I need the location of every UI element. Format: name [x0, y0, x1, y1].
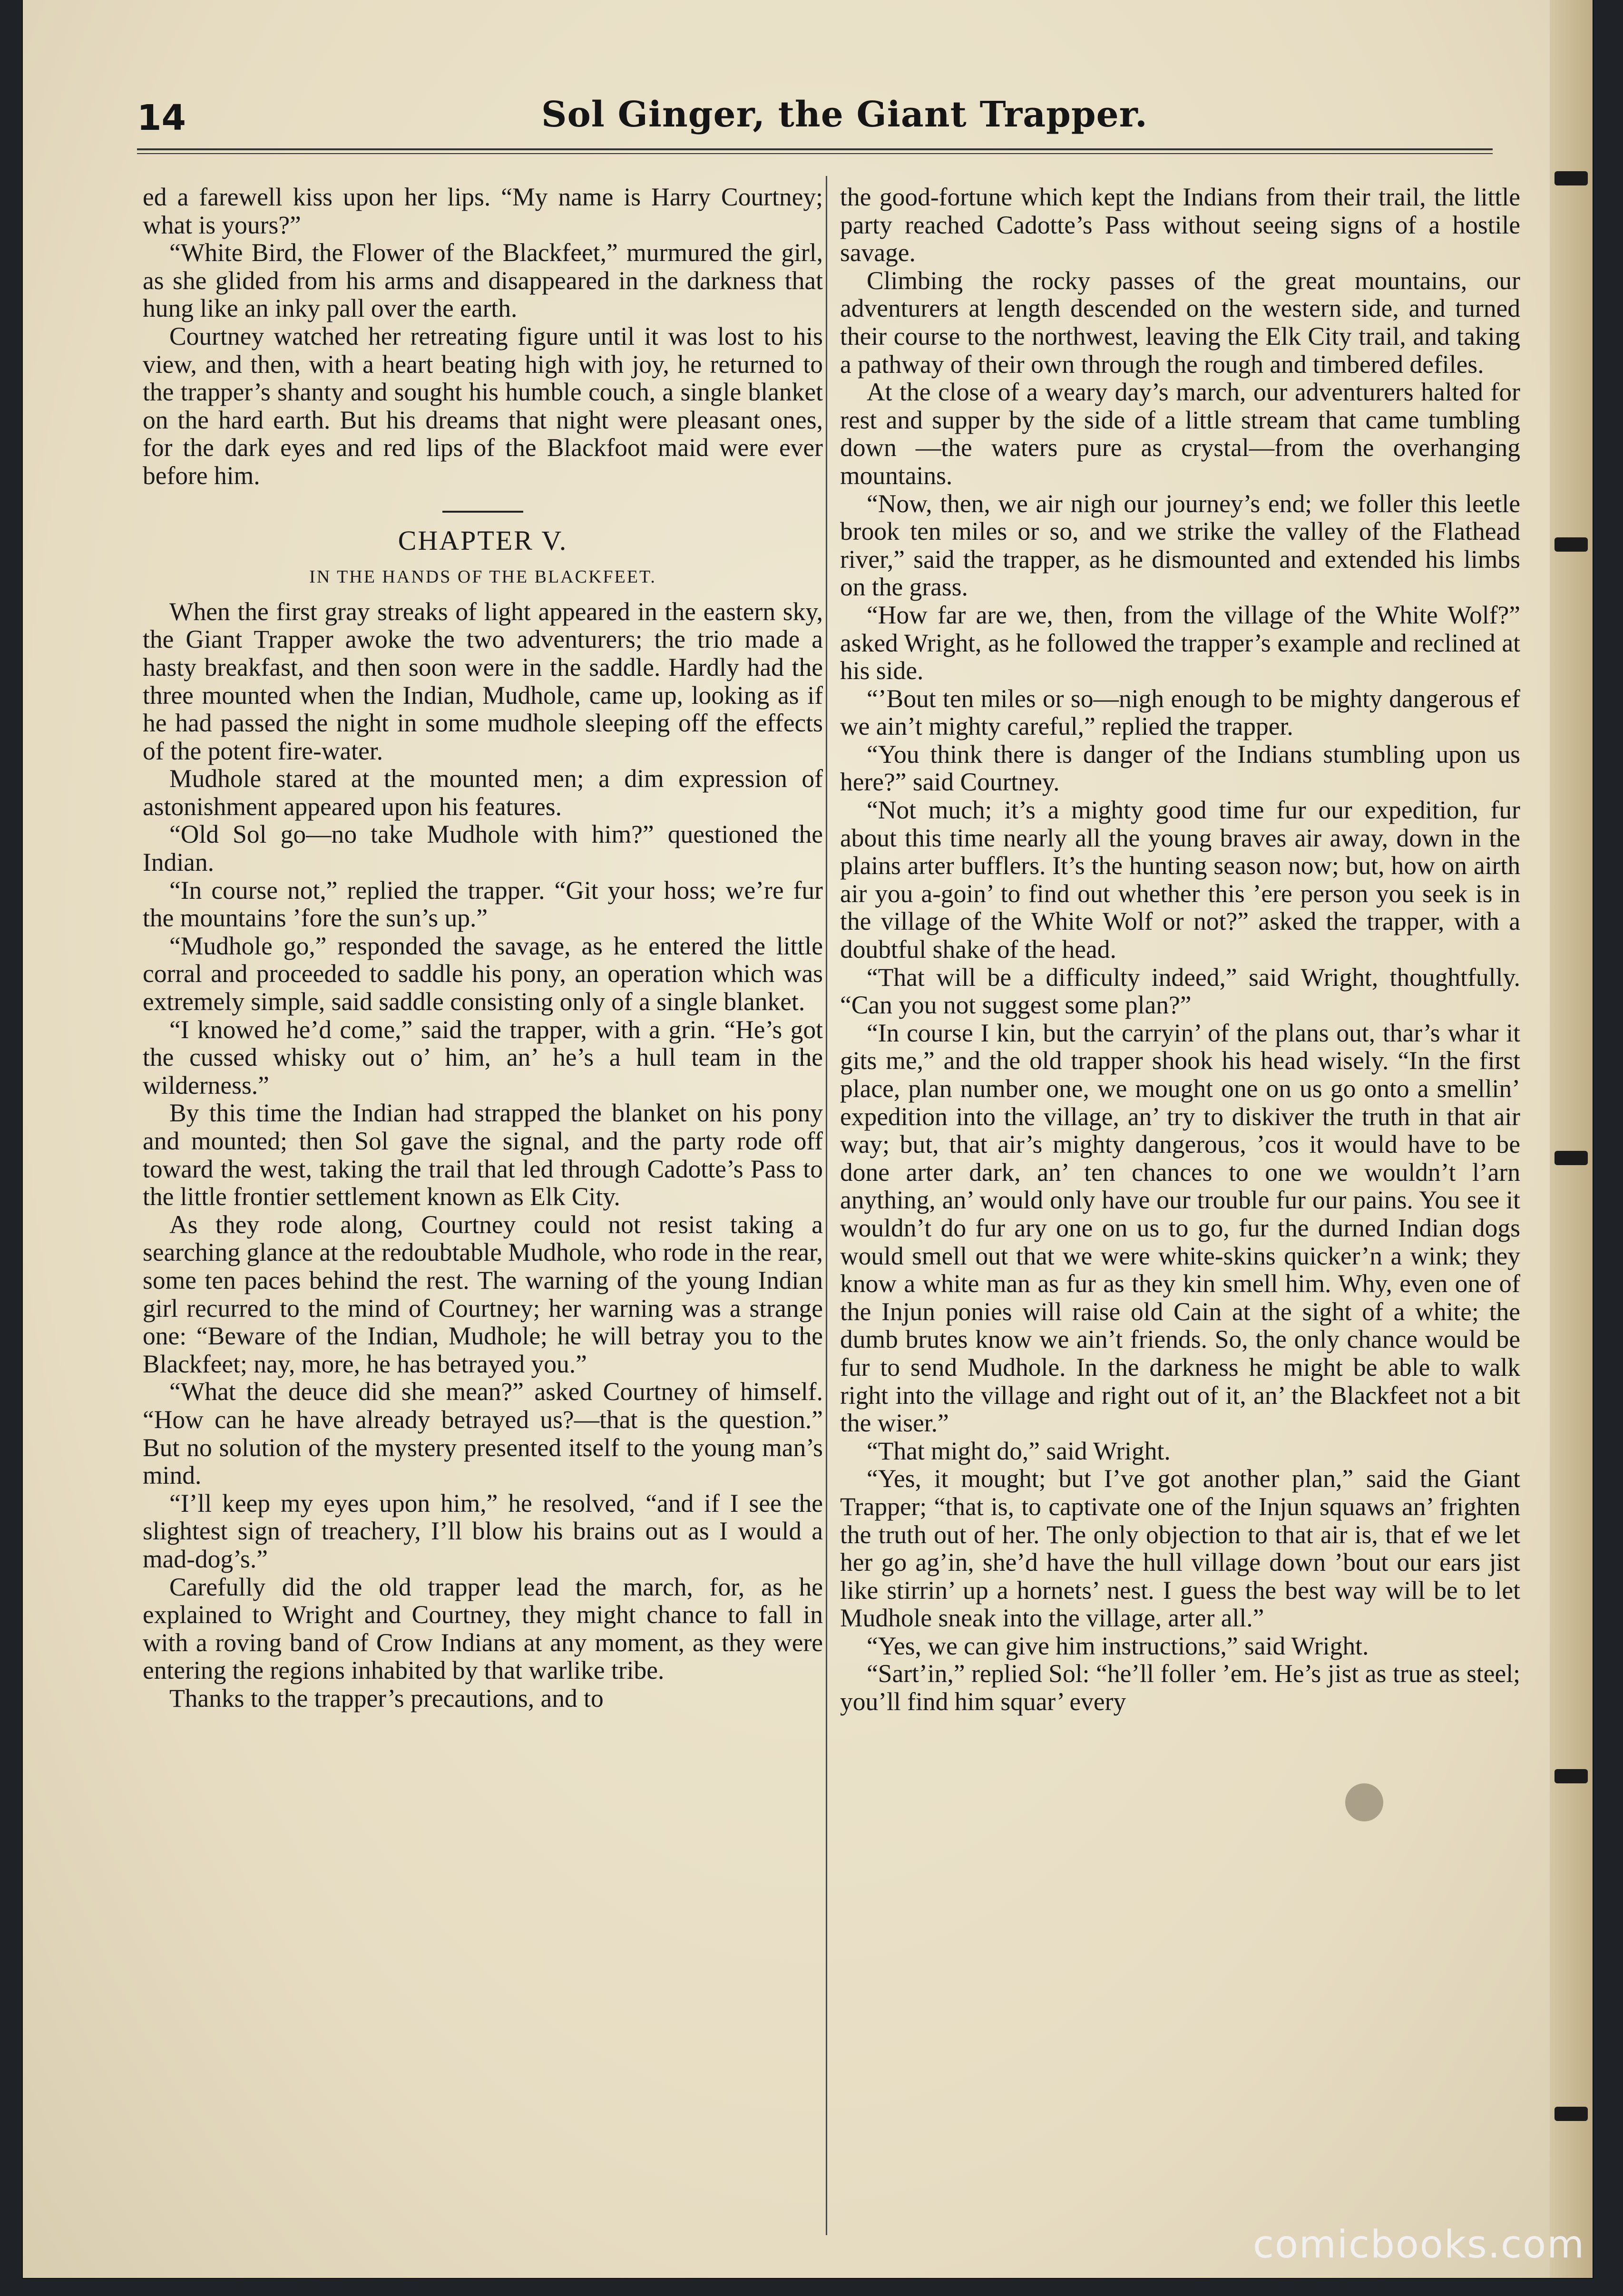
- paragraph: As they rode along, Courtney could not resist taking a searching glance at the redoubtable Mudhole, who rode in the rear, some ten paces behind the rest. The warning of the young Indian girl recurred to the mind of Courtney; her warning was a strange one: “Beware of the Indian, Mudhole; he will betray you to the Blackfeet; nay, more, he has betrayed you.”: [143, 1210, 823, 1378]
- staple-mark: [1555, 537, 1588, 552]
- running-title: Sol Ginger, the Giant Trapper.: [541, 94, 1148, 135]
- paragraph: Climbing the rocky passes of the great mountains, our adventurers at length descended on the western side, and turned their course to the northwest, leaving the Elk City trail, and taking a pathway of their own through the rough and timbered defiles.: [840, 266, 1520, 379]
- header-rule: [137, 148, 1493, 150]
- paragraph: “In course I kin, but the carryin’ of the plans out, thar’s whar it gits me,” and the old trapper shook his head wisely. “In the first place, plan number one, we mought one on us go onto a smellin’ expedition into the village, an’ try to diskiver the truth in that air way; but, that air’s mighty dangerous, ’cos it would have to be done arter dark, an’ ten chances to one we wouldn’t l’arn anything, an’ would only have our trouble fur our pains. You see it wouldn’t do fur ary one on us to go, fur the durned Indian dogs would smell out that we were white-skins quicker’n a wink; they know a white man as fur as they kin smell him. Why, even one of the Injun ponies will raise old Cain at the sight of a white; the dumb brutes know we ain’t friends. So, the only chance would be fur to send Mudhole. In the darkness he might be able to walk right into the village and right out of it, an’ the Blackfeet not a bit the wiser.”: [840, 1018, 1520, 1438]
- staple-mark: [1555, 2107, 1588, 2121]
- paragraph: “I’ll keep my eyes upon him,” he resolved, “and if I see the slightest sign of treachery, I’ll blow his brains out as I would a mad-dog’s.”: [143, 1489, 823, 1573]
- paragraph: “You think there is danger of the Indians stumbling upon us here?” said Courtney.: [840, 739, 1520, 797]
- paragraph: When the first gray streaks of light appeared in the eastern sky, the Giant Trapper awoke the two adventurers; the trio made a hasty breakfast, and then soon were in the saddle. Hardly had the three mounted when the Indian, Mudhole, came up, looking as if he had passed the night in some mudhole sleeping off the effects of the potent fire-water.: [143, 597, 823, 765]
- paragraph: At the close of a weary day’s march, our adventurers halted for rest and supper by the side of a little stream that came tumbling down —the waters pure as crystal—from the overhanging mountains.: [840, 378, 1520, 490]
- watermark: comicbooks.com: [1252, 2222, 1585, 2267]
- page-number: 14: [137, 97, 186, 138]
- ink-stain: [1345, 1783, 1383, 1821]
- paragraph: “How far are we, then, from the village of the White Wolf?” asked Wright, as he followed the trapper’s example and reclined at his side.: [840, 600, 1520, 685]
- staple-mark: [1555, 1151, 1588, 1165]
- magazine-page: [23, 0, 1593, 2278]
- paragraph: “What the deuce did she mean?” asked Courtney of himself. “How can he have already betrayed us?—that is the question.” But no solution of the mystery presented itself to the young man’s mind.: [143, 1377, 823, 1490]
- staple-mark: [1555, 171, 1588, 185]
- left-column: [143, 183, 823, 1712]
- paragraph: “Now, then, we air nigh our journey’s end; we foller this leetle brook ten miles or so, and we strike the valley of the Flathead river,” said the trapper, as he dismounted and extended his limbs on the grass.: [840, 489, 1520, 602]
- paragraph: “That will be a difficulty indeed,” said Wright, thoughtfully. “Can you not suggest some plan?”: [840, 963, 1520, 1020]
- paragraph: Carefully did the old trapper lead the march, for, as he explained to Wright and Courtney, they might chance to fall in with a roving band of Crow Indians at any moment, as they were entering the regions inhabited by that warlike tribe.: [143, 1572, 823, 1685]
- page-binding-edge: [1550, 0, 1593, 2278]
- paragraph: “Yes, it mought; but I’ve got another plan,” said the Giant Trapper; “that is, to captivate one of the Injun squaws an’ frighten the truth out of her. The only objection to that air is, that ef we let her go ag’in, she’d have the hull village down ’bout our ears jist like stirrin’ up a hornets’ nest. I guess the best way will be to let Mudhole sneak into the village, arter all.”: [840, 1464, 1520, 1633]
- paragraph: By this time the Indian had strapped the blanket on his pony and mounted; then Sol gave the signal, and the party rode off toward the west, taking the trail that led through Cadotte’s Pass to the little frontier settlement known as Elk City.: [143, 1099, 823, 1211]
- paragraph: “Not much; it’s a mighty good time fur our expedition, fur about this time nearly all the young braves air away, down in the plains arter bufflers. It’s the hunting season now; but, how on airth air you a-goin’ to find out whether this ’ere person you seek is in the village of the White Wolf or not?” asked the trapper, with a doubtful shake of the head.: [840, 796, 1520, 964]
- column-divider: [826, 176, 827, 2235]
- paragraph: “Sart’in,” replied Sol: “he’ll foller ’em. He’s jist as true as steel; you’ll find him squar’ every: [840, 1659, 1520, 1716]
- paragraph: “’Bout ten miles or so—nigh enough to be mighty dangerous ef we ain’t mighty careful,” replied the trapper.: [840, 684, 1520, 741]
- paragraph: ed a farewell kiss upon her lips. “My name is Harry Courtney; what is yours?”: [143, 183, 823, 239]
- paragraph: “In course not,” replied the trapper. “Git your hoss; we’re fur the mountains ’fore the sun’s up.”: [143, 876, 823, 933]
- chapter-heading: CHAPTER V.: [398, 525, 568, 556]
- paragraph: “Mudhole go,” responded the savage, as he entered the little corral and proceeded to saddle his pony, an operation which was extremely simple, said saddle consisting only of a single blanket.: [143, 931, 823, 1016]
- paragraph: Mudhole stared at the mounted men; a dim expression of astonishment appeared upon his features.: [143, 764, 823, 821]
- staple-mark: [1555, 1769, 1588, 1783]
- chapter-subtitle: IN THE HANDS OF THE BLACKFEET.: [309, 567, 656, 587]
- paragraph: “I knowed he’d come,” said the trapper, with a grin. “He’s got the cussed whisky out o’ him, an’ he’s a hull team in the wilderness.”: [143, 1015, 823, 1099]
- paragraph: “Old Sol go—no take Mudhole with him?” questioned the Indian.: [143, 820, 823, 877]
- right-column: [840, 183, 1520, 1716]
- paragraph: Thanks to the trapper’s precautions, and to: [169, 1683, 604, 1712]
- chapter-rule: [442, 511, 523, 513]
- paragraph: the good-fortune which kept the Indians from their trail, the little party reached Cadotte’s Pass without seeing signs of a hostile savage.: [840, 183, 1520, 267]
- header-rule-thin: [137, 153, 1493, 154]
- paragraph: Courtney watched her retreating figure until it was lost to his view, and then, with a heart beating high with joy, he returned to the trapper’s shanty and sought his humble couch, a single blanket on the hard earth. But his dreams that night were pleasant ones, for the dark eyes and red lips of the Blackfoot maid were ever before him.: [143, 321, 823, 490]
- paragraph: “White Bird, the Flower of the Blackfeet,” murmured the girl, as she glided from his arms and disappeared in the darkness that hung like an inky pall over the earth.: [143, 238, 823, 323]
- paragraph: “Yes, we can give him instructions,” said Wright.: [867, 1631, 1369, 1660]
- paragraph: “That might do,” said Wright.: [867, 1436, 1171, 1465]
